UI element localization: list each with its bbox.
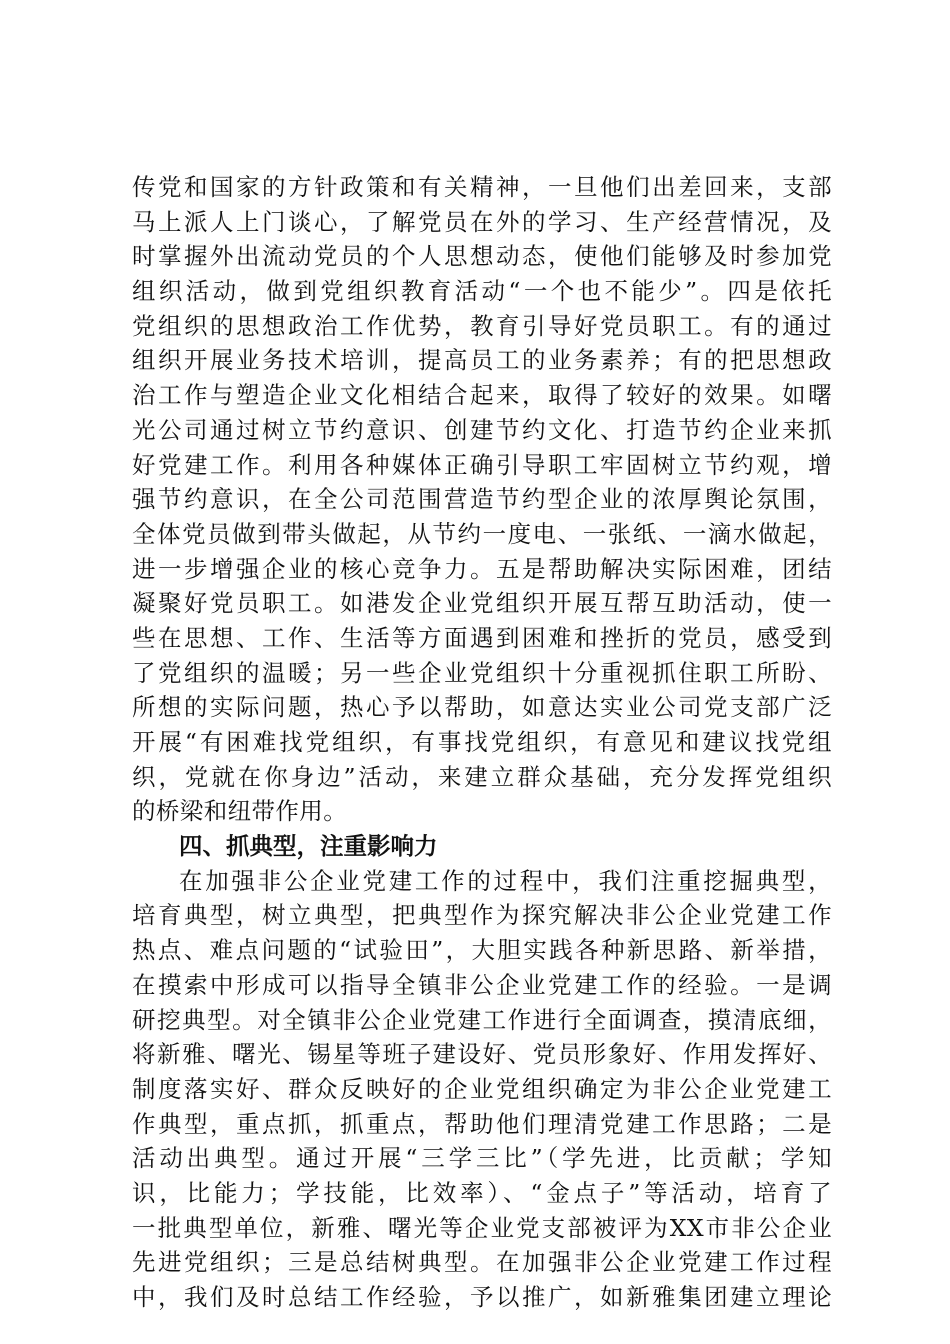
text-line: 在加强非公企业党建工作的过程中，我们注重挖掘典型， bbox=[179, 866, 832, 895]
paragraph-2 bbox=[132, 864, 832, 1315]
text-line: 组织活动，做到党组织教育活动“一个也不能少”。四是依托 bbox=[132, 277, 832, 306]
text-line: 中，我们及时总结工作经验，予以推广，如新雅集团建立理论 bbox=[132, 1283, 832, 1311]
text-line: 进一步增强企业的核心竞争力。五是帮助解决实际困难，团结 bbox=[132, 554, 832, 583]
text-line: 传党和国家的方针政策和有关精神，一旦他们出差回来，支部 bbox=[132, 173, 832, 201]
text-line: 了党组织的温暖；另一些企业党组织十分重视抓住职工所盼、 bbox=[132, 658, 832, 687]
text-line: 活动出典型。通过开展“三学三比”（学先进，比贡献；学知 bbox=[132, 1144, 832, 1173]
text-line: 将新雅、曙光、锡星等班子建设好、党员形象好、作用发挥好、 bbox=[132, 1040, 832, 1069]
text-line: 研挖典型。对全镇非公企业党建工作进行全面调查，摸清底细， bbox=[132, 1005, 832, 1034]
text-line: 织，党就在你身边”活动，来建立群众基础，充分发挥党组织 bbox=[132, 762, 832, 791]
text-line: 热点、难点问题的“试验田”，大胆实践各种新思路、新举措， bbox=[132, 936, 832, 965]
text-line: 一批典型单位，新雅、曙光等企业党支部被评为XX市非公企业 bbox=[132, 1213, 832, 1242]
text-line: 党组织的思想政治工作优势，教育引导好党员职工。有的通过 bbox=[132, 311, 832, 340]
section-heading: 四、抓典型，注重影响力 bbox=[179, 832, 438, 861]
text-line: 马上派人上门谈心，了解党员在外的学习、生产经营情况，及 bbox=[132, 207, 832, 236]
text-line: 全体党员做到带头做起，从节约一度电、一张纸、一滴水做起， bbox=[132, 519, 832, 548]
text-line: 先进党组织；三是总结树典型。在加强非公企业党建工作过程 bbox=[132, 1248, 832, 1277]
text-line: 的桥梁和纽带作用。 bbox=[132, 797, 348, 826]
document-page bbox=[132, 170, 832, 1315]
text-line: 好党建工作。利用各种媒体正确引导职工牢固树立节约观，增 bbox=[132, 450, 832, 479]
text-line: 识，比能力；学技能，比效率）、“金点子”等活动，培育了 bbox=[132, 1178, 832, 1207]
text-line: 开展“有困难找党组织，有事找党组织，有意见和建议找党组 bbox=[132, 728, 832, 756]
paragraph-1 bbox=[132, 170, 832, 829]
text-line: 制度落实好、群众反映好的企业党组织确定为非公企业党建工 bbox=[132, 1074, 832, 1103]
text-line: 强节约意识，在全公司范围营造节约型企业的浓厚舆论氛围， bbox=[132, 485, 832, 514]
text-line: 凝聚好党员职工。如港发企业党组织开展互帮互助活动，使一 bbox=[132, 589, 832, 618]
text-line: 些在思想、工作、生活等方面遇到困难和挫折的党员，感受到 bbox=[132, 623, 832, 652]
text-line: 所想的实际问题，热心予以帮助，如意达实业公司党支部广泛 bbox=[132, 693, 832, 722]
text-line: 作典型，重点抓，抓重点，帮助他们理清党建工作思路；二是 bbox=[132, 1109, 832, 1138]
text-line: 在摸索中形成可以指导全镇非公企业党建工作的经验。一是调 bbox=[132, 970, 832, 999]
text-line: 治工作与塑造企业文化相结合起来，取得了较好的效果。如曙 bbox=[132, 381, 832, 410]
text-line: 时掌握外出流动党员的个人思想动态，使他们能够及时参加党 bbox=[132, 242, 832, 271]
text-line: 组织开展业务技术培训，提高员工的业务素养；有的把思想政 bbox=[132, 346, 832, 375]
text-line: 培育典型，树立典型，把典型作为探究解决非公企业党建工作 bbox=[132, 901, 832, 930]
text-line: 光公司通过树立节约意识、创建节约文化、打造节约企业来抓 bbox=[132, 415, 832, 444]
